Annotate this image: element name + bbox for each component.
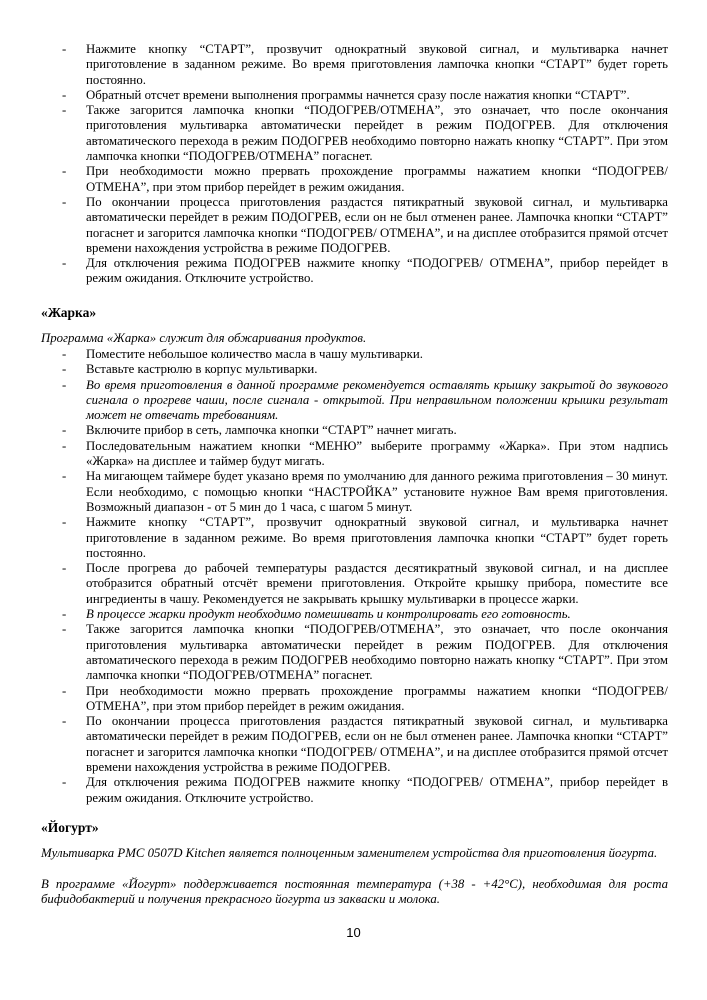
list-item-text: При необходимости можно прервать прохождение программы нажатием кнопки “ПОДОГРЕВ/ ОТМЕНА”, при этом прибор перейдет в режим ожидания.	[86, 683, 668, 713]
list-item-text: По окончании процесса приготовления раздастся пятикратный звуковой сигнал, и мультиварка автоматически перейдет в режим ПОДОГРЕВ, если он не был отменен ранее. Лампочка кнопки “СТАРТ” погаснет и загорится лампочка кнопки “ПОДОГРЕВ/ ОТМЕНА”, и на дисплее отобразится прямой отсчет времени нахождения устройства в режиме ПОДОГРЕВ.	[86, 194, 668, 255]
list-item-text: После прогрева до рабочей температуры раздастся десятикратный звуковой сигнал, и на дисплее отобразится обратный отсчёт времени приготовления. Откройте крышку прибора, поместите все ингредиенты в чашу. Рекомендуется не закрывать крышку мультиварки в процессе жарки.	[86, 561, 668, 606]
list-item	[60, 561, 668, 607]
list-item	[60, 347, 668, 362]
list-item	[60, 423, 668, 438]
fry-instruction-list	[60, 347, 668, 806]
list-item	[60, 42, 668, 88]
list-bullet: -	[62, 194, 67, 209]
list-bullet: -	[62, 469, 67, 484]
page-number: 10	[346, 925, 361, 940]
list-bullet: -	[62, 42, 67, 56]
list-item-text: Вставьте кастрюлю в корпус мультиварки.	[86, 362, 318, 377]
list-bullet: -	[62, 256, 67, 271]
list-item-text: При необходимости можно прервать прохождение программы нажатием кнопки “ПОДОГРЕВ/ ОТМЕНА”, при этом прибор перейдет в режим ожидания.	[86, 164, 668, 194]
list-item	[60, 195, 668, 256]
list-item-text: Также загорится лампочка кнопки “ПОДОГРЕВ/ОТМЕНА”, это означает, что после окончания приготовления мультиварка автоматически перейдет в режим ПОДОГРЕВ. Для отключения автоматического перехода в режим ПОДОГРЕВ необходимо повторно нажать кнопку “СТАРТ”. При этом лампочка кнопки “ПОДОГРЕВ/ОТМЕНА” погаснет.	[86, 622, 668, 683]
list-bullet: -	[62, 87, 67, 102]
list-item-text: Нажмите кнопку “СТАРТ”, прозвучит однократный звуковой сигнал, и мультиварка начнет приготовление в заданном режиме. Во время приготовления лампочка кнопки “СТАРТ” будет гореть постоянно.	[86, 42, 668, 87]
list-item	[60, 714, 668, 775]
list-item	[60, 378, 668, 424]
list-item-text: Обратный отсчет времени выполнения программы начнется сразу после нажатия кнопки “СТАРТ”.	[86, 87, 630, 102]
list-item	[60, 469, 668, 515]
list-item	[60, 684, 668, 715]
list-bullet: -	[62, 561, 67, 576]
list-item-text: Поместите небольшое количество масла в чашу мультиварки.	[86, 347, 423, 361]
section-intro-yogurt-2: В программе «Йогурт» поддерживается постоянная температура (+38 - +42°C), необходимая для роста бифидобактерий и получения прекрасного йогурта из закваски и молока.	[41, 877, 668, 907]
section-heading-fry: «Жарка»	[41, 305, 97, 320]
list-item	[60, 515, 668, 561]
list-item-text: Последовательным нажатием кнопки “МЕНЮ” выберите программу «Жарка». При этом надпись «Жарка» на дисплее и таймер будут мигать.	[86, 438, 668, 469]
section-intro-yogurt: Мультиварка PMC 0507D Kitchen является полноценным заменителем устройства для приготовления йогурта.	[41, 846, 658, 860]
list-item-text: Для отключения режима ПОДОГРЕВ нажмите кнопку “ПОДОГРЕВ/ ОТМЕНА”, прибор перейдет в режим ожидания. Отключите устройство.	[86, 775, 668, 805]
list-item-text: Для отключения режима ПОДОГРЕВ нажмите кнопку “ПОДОГРЕВ/ ОТМЕНА”, прибор перейдет в режим ожидания. Отключите устройство.	[86, 256, 668, 286]
list-item	[60, 362, 668, 377]
list-bullet: -	[62, 607, 67, 622]
list-bullet: -	[62, 438, 67, 453]
list-bullet: -	[62, 347, 67, 361]
section-heading-yogurt: «Йогурт»	[41, 820, 99, 835]
list-item-text: Нажмите кнопку “СТАРТ”, прозвучит однократный звуковой сигнал, и мультиварка начнет приготовление в заданном режиме. Во время приготовления лампочка кнопки “СТАРТ” будет гореть постоянно.	[86, 515, 668, 560]
list-bullet: -	[62, 775, 67, 790]
list-item-text: Включите прибор в сеть, лампочка кнопки “СТАРТ” начнет мигать.	[86, 423, 457, 438]
list-item-text: Также загорится лампочка кнопки “ПОДОГРЕВ/ОТМЕНА”, это означает, что после окончания приготовления мультиварка автоматически перейдет в режим ПОДОГРЕВ. Для отключения автоматического перехода в режим ПОДОГРЕВ необходимо повторно нажать кнопку “СТАРТ”. При этом лампочка кнопки “ПОДОГРЕВ/ОТМЕНА” погаснет.	[86, 103, 668, 164]
list-item	[60, 256, 668, 287]
list-item-text: По окончании процесса приготовления раздастся пятикратный звуковой сигнал, и мультиварка автоматически перейдет в режим ПОДОГРЕВ, если он не был отменен ранее. Лампочка кнопки “СТАРТ” погаснет и загорится лампочка кнопки “ПОДОГРЕВ/ ОТМЕНА”, и на дисплее отобразится прямой отсчет времени нахождения устройства в режиме ПОДОГРЕВ.	[86, 714, 668, 775]
list-item-text: На мигающем таймере будет указано время по умолчанию для данного режима приготовления – 30 минут. Если необходимо, с помощью кнопки “НАСТРОЙКА” установите нужное Вам время приготовления. Возможный диапазон - от 5 мин до 1 часа, с шагом 5 минут.	[86, 469, 668, 514]
list-item	[60, 439, 668, 470]
list-bullet: -	[62, 683, 67, 698]
list-item-text: В процессе жарки продукт необходимо помешивать и контролировать его готовность.	[86, 607, 571, 622]
list-bullet: -	[62, 377, 67, 392]
list-item	[60, 88, 668, 103]
top-instruction-list	[60, 42, 668, 287]
section-intro-fry: Программа «Жарка» служит для обжаривания продуктов.	[41, 331, 367, 345]
list-item	[60, 775, 668, 806]
list-bullet: -	[62, 164, 67, 179]
list-bullet: -	[62, 515, 67, 530]
list-item	[60, 607, 668, 622]
list-item	[60, 103, 668, 164]
list-bullet: -	[62, 103, 67, 118]
list-bullet: -	[62, 423, 67, 438]
list-item	[60, 164, 668, 195]
list-item-text: Во время приготовления в данной программе рекомендуется оставлять крышку закрытой до звукового сигнала о прогреве чаши, после сигнала - открытой. При неправильном положении крышки результат может не отвечать требованиям.	[86, 377, 668, 423]
list-bullet: -	[62, 362, 67, 377]
list-item	[60, 622, 668, 683]
list-bullet: -	[62, 714, 67, 729]
list-bullet: -	[62, 622, 67, 637]
